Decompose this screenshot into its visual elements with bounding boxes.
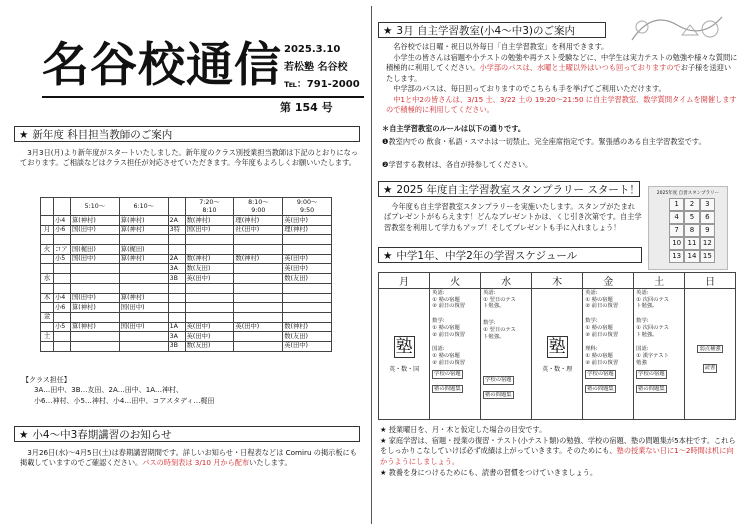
text-segment: パスの時刻表は 3/10 月から配布 [142, 458, 250, 468]
school-homework-box: 学校の宿題 [587, 371, 614, 378]
table-cell [119, 274, 168, 284]
school-name: 若松塾 名谷校 [284, 62, 348, 73]
text-segment: ❶教室内での [382, 137, 427, 146]
mon-subjects: 英・数・国 [389, 365, 420, 373]
table-cell: 木 [41, 293, 54, 303]
table-row [41, 293, 332, 303]
table-cell: 英(田中) [185, 274, 234, 284]
stamp-box: 15 [700, 250, 715, 263]
table-cell [54, 264, 71, 274]
table-cell [119, 264, 168, 274]
star-icon: ★ [19, 129, 29, 141]
study-room-p2 [386, 53, 738, 84]
table-cell: 土 [41, 332, 54, 342]
homeroom-line-1: 3A…田中、3B…友田、2A…田中、1A…神村、 [34, 386, 183, 394]
stamp-box: 13 [669, 250, 684, 263]
table-cell [283, 303, 332, 313]
stamp-box: 5 [684, 211, 699, 224]
table-row [41, 274, 332, 284]
weekly-header-row [379, 273, 736, 289]
table-cell [283, 245, 332, 255]
table-cell [168, 293, 185, 303]
stamp-box: 14 [684, 250, 699, 263]
illustration-decoration [622, 5, 740, 45]
table-cell [234, 312, 283, 322]
table-cell [234, 245, 283, 255]
stamp-box: 2 [684, 198, 699, 211]
day-sun: 日 [685, 273, 736, 289]
day-fri: 金 [583, 273, 634, 289]
stamp-box: 11 [684, 237, 699, 250]
table-cell: 金 [41, 312, 54, 322]
school-homework-box: 学校の宿題 [434, 371, 461, 378]
table-cell [41, 303, 54, 313]
table-row [41, 235, 332, 245]
juku-label: 塾 [548, 336, 566, 357]
table-cell: 数(友田) [185, 264, 234, 274]
table-cell [234, 264, 283, 274]
table-cell: 火 [41, 245, 54, 255]
weekly-note-1: ★ 授業曜日を、月・木と仮定した場合の目安です。 [380, 425, 547, 434]
star-icon: ★ [383, 25, 393, 37]
table-cell: 3B [168, 341, 185, 351]
stamp-card-photo: 2025年度 自習スタンプラリー 1 2 3 4 5 6 7 8 9 10 11 12 13 14 15 [648, 186, 728, 270]
stamp-box: 3 [700, 198, 715, 211]
table-cell: 数(友田) [185, 341, 234, 351]
table-cell: 算(神村) [119, 293, 168, 303]
table-cell: 数(神村) [185, 216, 234, 226]
juku-workbook-box: 塾の問題集 [434, 385, 461, 392]
school-homework-box: 学校の宿題 [638, 371, 665, 378]
homeroom-title: 【クラス担任】 [22, 376, 71, 384]
table-cell: 英(田中) [283, 264, 332, 274]
table-cell: 3A [168, 332, 185, 342]
table-cell [185, 312, 234, 322]
table-cell [234, 303, 283, 313]
table-cell [168, 245, 185, 255]
table-cell [234, 274, 283, 284]
table-cell [54, 235, 71, 245]
table-cell: 算(神村) [71, 322, 120, 332]
table-cell [41, 235, 54, 245]
table-cell [185, 283, 234, 293]
school-homework-box: 学校の宿題 [485, 377, 512, 384]
table-cell: 2A [168, 254, 185, 264]
day-thu: 木 [532, 273, 583, 289]
stamp-box: 1 [669, 198, 684, 211]
weekly-schedule-heading: ★ 中学1年、中学2年の学習スケジュール [378, 247, 642, 263]
table-cell [54, 341, 71, 351]
table-cell [283, 293, 332, 303]
table-cell [71, 264, 120, 274]
table-cell: 国(田中) [71, 225, 120, 235]
table-cell [234, 332, 283, 342]
spring-section-heading: ★ 小4～中3春期講習のお知らせ [14, 426, 360, 442]
table-cell: 国(梶田) [71, 245, 120, 255]
table-cell: 国(田中) [119, 322, 168, 332]
stamp-box: 6 [700, 211, 715, 224]
table-row [41, 225, 332, 235]
table-cell: 英(田中) [185, 332, 234, 342]
juku-workbook-box: 塾の問題集 [485, 391, 512, 398]
table-cell: 月 [41, 225, 54, 235]
table-cell: 3特 [168, 225, 185, 235]
table-cell: 数(神村) [234, 254, 283, 264]
text-segment: 小学生の皆さんは宿題や小テストの勉強や再テスト受験などに、中学生は実力テストの勉強や様々な質問に積極的に利用してください。 [386, 53, 738, 73]
text-segment: 小学部のパスは、水曜と土曜以外はいつも回っておりますので [479, 63, 681, 73]
table-cell: 英(田中) [234, 322, 283, 332]
weekly-note-2 [380, 436, 740, 467]
sun-cell [685, 289, 736, 420]
day-sat: 土 [634, 273, 685, 289]
rules-title: ＊自主学習教室のルールは以下の通りです。 [382, 124, 526, 133]
table-cell: 国(田中) [119, 303, 168, 313]
table-cell: 理(神村) [234, 216, 283, 226]
stamp-box: 12 [700, 237, 715, 250]
stamp-rally-body: 今年度も自主学習教室スタンプラリーを実施いたします。スタンプがたまればプレゼントがもらえます！どんなプレゼントかは、くじ引き次第です。自主学習教室を利用して学力もアップ！そしてプレゼントも手に入れましょう！ [384, 202, 642, 232]
tue-cell: 英語: ① 塾の宿題 ② 前日の復習 数学: ① 塾の宿題 ② 前日の復習 国語: ① 塾の宿題 ② 前日の復習 学校の宿題 塾の問題集 [430, 289, 481, 420]
table-cell [185, 245, 234, 255]
table-cell: 数(神村) [283, 322, 332, 332]
table-row [41, 283, 332, 293]
stamp-box: 4 [669, 211, 684, 224]
weekly-study-table [378, 272, 736, 420]
teachers-section-heading: ★ 新年度 科目担当教師のご案内 [14, 126, 360, 142]
reading-box: 読書 [704, 365, 716, 372]
thu-subjects: 英・数・理 [542, 365, 573, 373]
table-cell [71, 312, 120, 322]
table-cell: 英(田中) [283, 254, 332, 264]
table-row [41, 264, 332, 274]
table-cell [54, 312, 71, 322]
table-cell: 英(田中) [283, 216, 332, 226]
table-cell [283, 235, 332, 245]
table-cell: 小6 [54, 303, 71, 313]
table-cell [54, 332, 71, 342]
table-cell: 算(神村) [119, 216, 168, 226]
text-segment: です。緊張感のある自主学習教室です。 [577, 137, 706, 146]
star-icon: ★ [19, 429, 29, 441]
table-cell [41, 322, 54, 332]
sat-cell: 英語: ① 次回のテス ト勉強。 数学: ① 次回のテス ト勉強。 国語: ① 漢字テスト 勉強 学校の宿題 塾の問題集 [634, 289, 685, 420]
table-cell: 国(田中) [71, 293, 120, 303]
table-cell [71, 283, 120, 293]
table-cell: 小5 [54, 322, 71, 332]
table-cell [41, 341, 54, 351]
issue-number: 第 154 号 [280, 101, 333, 114]
table-cell: 3B [168, 274, 185, 284]
stamp-box: 7 [669, 224, 684, 237]
table-cell: 英(田中) [283, 341, 332, 351]
table-cell [119, 235, 168, 245]
stamp-box: 10 [669, 237, 684, 250]
teachers-intro-text: 3月3日(月)より新年度がスタートいたしました。新年度のクラス別授業担当教師は下記のとおりになっております。ご相談などはクラス担任が対応させていただきます。今年度もよろしくお願いいたします。 [20, 148, 358, 168]
table-cell [168, 235, 185, 245]
table-cell [119, 332, 168, 342]
table-cell: 社(田中) [234, 225, 283, 235]
table-cell: 小4 [54, 216, 71, 226]
table-cell: 数(神村) [185, 254, 234, 264]
star-icon: ★ [383, 250, 393, 262]
rule-2: ❷学習する教材は、各自が持参してください。 [382, 160, 533, 169]
juku-workbook-box: 塾の問題集 [587, 385, 614, 392]
masthead-rule [42, 96, 364, 98]
table-row [41, 341, 332, 351]
thu-cell [532, 289, 583, 420]
table-cell [41, 216, 54, 226]
table-cell [283, 283, 332, 293]
day-mon: 月 [379, 273, 430, 289]
wed-cell: 英語: ① 翌日のテス ト勉強。 数学: ① 翌日のテス ト勉強。 学校の宿題 塾の問題集 [481, 289, 532, 420]
study-room-p1: 名谷校では日曜・祝日以外毎日「自主学習教室」を利用できます。 [393, 42, 609, 51]
table-cell [54, 283, 71, 293]
table-row [41, 254, 332, 264]
table-cell [41, 264, 54, 274]
table-cell [185, 303, 234, 313]
table-cell [41, 283, 54, 293]
table-cell: 国(田中) [185, 225, 234, 235]
study-room-section-heading: ★ 3月 自主学習教室(小4～中3)のご案内 [378, 22, 606, 38]
table-cell [71, 274, 120, 284]
table-cell: 算(神村) [71, 216, 120, 226]
table-cell [41, 254, 54, 264]
text-segment: ★ 家庭学習は、宿題・授業の復習・テスト(小テスト類)の勉強、学校の宿題、塾の問題集が5本柱です。これらをしっかりこなしていけば必ず成績は上がっていきます。そのためにも、 [380, 436, 736, 456]
fri-cell: 英語: ① 塾の宿題 ② 前日の復習 数学: ① 塾の宿題 ② 前日の復習 理科: ① 塾の宿題 ② 前日の復習 学校の宿題 塾の問題集 [583, 289, 634, 420]
table-row [41, 303, 332, 313]
table-cell: 算(神村) [119, 225, 168, 235]
table-row [41, 312, 332, 322]
day-wed: 水 [481, 273, 532, 289]
spring-body-text [20, 448, 364, 469]
table-row [41, 245, 332, 255]
juku-workbook-box: 塾の問題集 [638, 385, 665, 392]
table-cell: 算(神村) [71, 303, 120, 313]
table-row [41, 322, 332, 332]
table-cell: 算(神村) [119, 254, 168, 264]
stamp-rally-section-heading: ★ 2025 年度自主学習教室スタンプラリー スタート！ [378, 181, 640, 197]
table-cell [185, 235, 234, 245]
class-schedule-table [40, 197, 332, 352]
mon-cell [379, 289, 430, 420]
table-cell [234, 293, 283, 303]
text-segment: いたします。 [249, 458, 292, 468]
school-tel: ℡：791-2000 [284, 79, 360, 90]
issue-date: 2025.3.10 [284, 44, 341, 55]
juku-label: 塾 [395, 336, 413, 357]
table-cell [185, 293, 234, 303]
text-segment: 飲食・私語・スマホは一切禁止、完全座席指定 [426, 137, 578, 146]
table-cell [234, 341, 283, 351]
study-room-p4: 中1と中2の皆さんは、3/15 土、3/22 土の 19:20～21:50 に自主学習教室、数学質問タイムを開催しますので積極的に利用してください。 [386, 95, 737, 115]
rule-1 [382, 137, 738, 147]
newsletter-title: 名谷校通信 [42, 38, 282, 93]
table-cell: 1A [168, 322, 185, 332]
table-cell [119, 312, 168, 322]
day-tue: 火 [430, 273, 481, 289]
table-cell [283, 312, 332, 322]
table-cell: 数(友田) [283, 274, 332, 284]
table-cell: 小5 [54, 254, 71, 264]
table-header-row: 5:10～ 6:10～ 7:20～ 8:10 8:10～ 9:00 9:00～ 9:50 [41, 198, 332, 216]
table-row [41, 332, 332, 342]
table-cell [168, 312, 185, 322]
table-cell [168, 283, 185, 293]
homeroom-line-2: 小6…神村、小5…神村、小4…田中、コアスタディ…梶田 [34, 397, 215, 405]
table-cell [71, 332, 120, 342]
stamp-card-grid [669, 198, 715, 258]
star-icon: ★ [383, 184, 393, 196]
weak-point-box: 弱点補強 [699, 346, 721, 352]
table-cell: コア [54, 245, 71, 255]
table-cell [71, 235, 120, 245]
table-row [41, 216, 332, 226]
column-divider [371, 6, 372, 524]
table-cell: 水 [41, 274, 54, 284]
table-cell [234, 283, 283, 293]
table-cell [119, 283, 168, 293]
table-cell [168, 303, 185, 313]
table-cell: 3A [168, 264, 185, 274]
weekly-note-3: ★ 教養を身につけるためにも、読書の習慣をつけていきましょう。 [380, 468, 598, 477]
stamp-box: 8 [684, 224, 699, 237]
stamp-box: 9 [700, 224, 715, 237]
table-cell [71, 341, 120, 351]
text-segment: 塾の授業ない日に1～2時間は机に向かうようにしましょう。 [380, 446, 734, 466]
table-cell: 小6 [54, 225, 71, 235]
table-cell [54, 274, 71, 284]
table-cell: 2A [168, 216, 185, 226]
table-cell: 数(友田) [283, 332, 332, 342]
table-cell: 英(田中) [185, 322, 234, 332]
table-cell: 理(神村) [283, 225, 332, 235]
table-cell [119, 341, 168, 351]
text-segment: 3月26日(水)～4月5日(土)は春期講習期間です。詳しいお知らせ・日程表などは Comiru の掲示板にも掲載していますのでご確認ください。 [20, 448, 357, 468]
table-cell: 算(梶田) [119, 245, 168, 255]
table-cell: 国(田中) [71, 254, 120, 264]
study-room-p3: 中学部のパスは、毎日回っておりますのでこちらも手を挙げてご利用いただけます。 [393, 84, 666, 93]
table-cell [234, 235, 283, 245]
table-cell: 小4 [54, 293, 71, 303]
text-segment: お子様を送迎いたします。 [386, 63, 732, 83]
